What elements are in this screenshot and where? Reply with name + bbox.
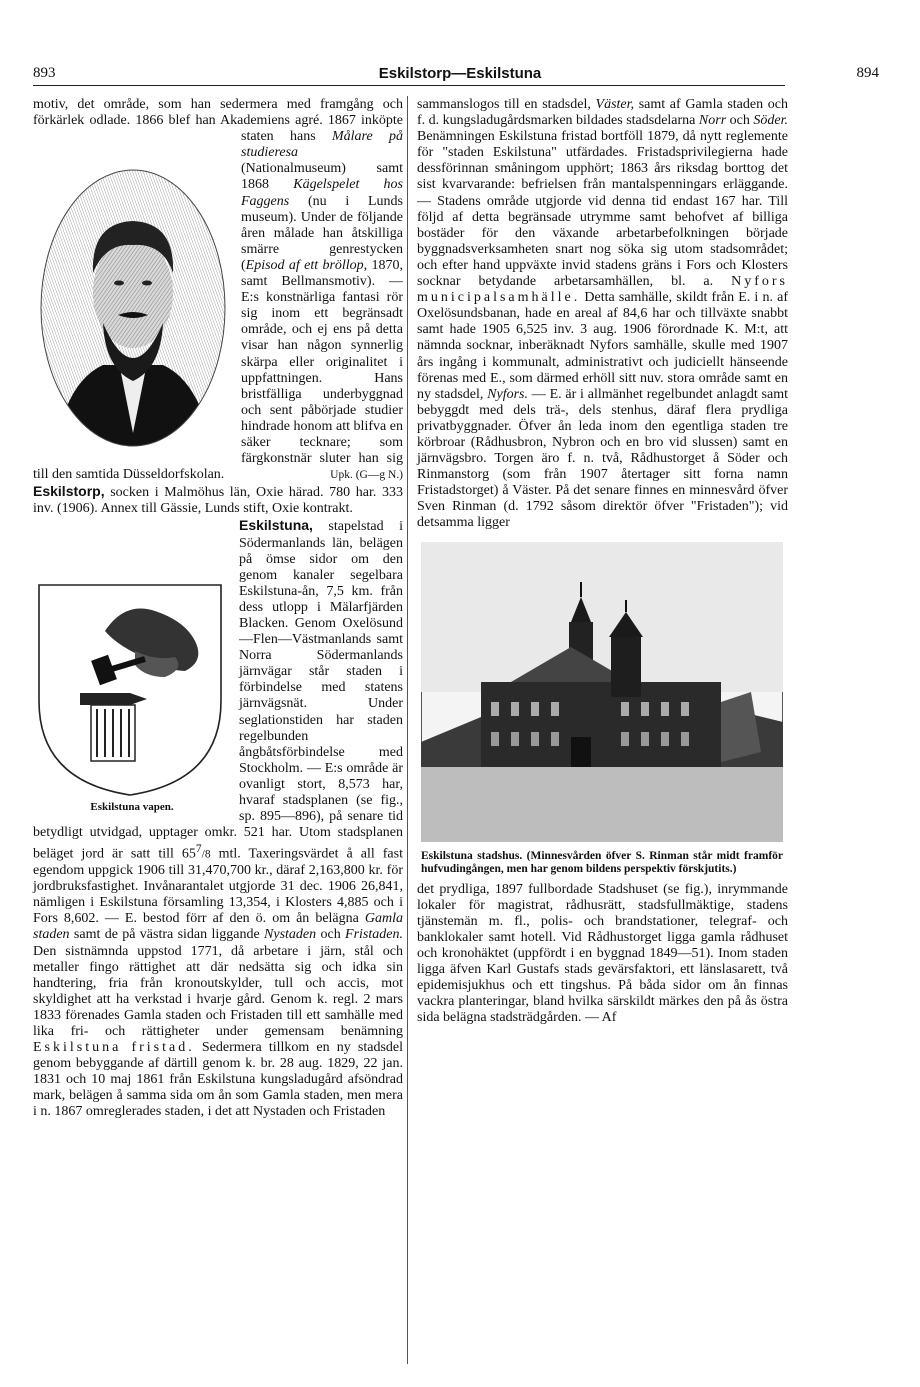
page-number-left: 893	[33, 65, 56, 81]
right-column	[417, 97, 788, 1026]
column-divider	[407, 96, 408, 1364]
paragraph-right-1: sammanslogos till en stadsdel, Väster, samt af Gamla staden och f. d. kungsladugårdsmarken bildades stadsdelarna Norr och Söder. Benämningen Eskilstuna fristad bortföll 1879, då nytt reglemente för "staden Eskilstuna" utfärdades. Fristadsprivilegierna hade dessförinnan småningom upphört; 1863 års riksdag borttog det sist kvarvarande: befrielsen från mantalspenningars erläggande. — Stadens område utgjorde vid denna tid endast 167 har. Till följd af detta begränsade utrymme samt behofvet af billiga bostäder för den växande arbetarbefolkningen började byggnadsverksamheten snart nog söka sig utom stadsområdet; och efter hand uppväxte invid stadens gräns i Fors och Klosters socknar betydande arbetarsamhällen, bl. a. Nyfors municipalsamhälle. Detta samhälle, skildt från E. i n. af Oxelösundsbanan, hade en areal af 84,6 har och tillväxte snabbt samt hade 1905 6,525 inv. 3 aug. 1906 förordnade K. M:t, att nämnda socknar, inberäknadt Nyfors samhälle, skulle med 1907 års ingång i kommunalt, administrativt och judiciellt hänseende förenas med E., som därmed erhöll sitt nuv. stora område samt en ny stadsdel, Nyfors. — E. är i allmänhet regelbundet anlagdt samt bebyggdt med dels trä-, dels stenhus, däraf flera prydliga privatbyggnader. Öfver ån leda inom den egentliga staden tre körbroar (Rådhusbron, Nybron och en bro vid slussen) samt en järnvägsbro. Torgen äro f. n. två, Rådhustorget å Söder och Rinmanstorg (som från 1907 återtager sitt forna namn Fristadstorget) å Väster. På det senare finnes en minnesvård öfver Sven Rinman (d. 1792 såsom direktör öfver "Fristaden"); vid detsamma ligger	[417, 97, 789, 531]
left-column-body	[33, 97, 403, 1121]
paragraph-eskilstuna: Eskilstuna, Eskilstuna vapen. stapelstad i Södermanlands län, belägen på ömse sidor om den genom kanaler segelbara Eskilstuna-ån, 7,5 km. från dess utlopp i Mälarfjärden Blacken. Genom Oxelösund—Flen—Västmanlands samt Norra Södermanlands järnvägar står staden i förbindelse med statens järnvägsnät. Under seglationstiden har staden regelbunden ångbåtsförbindelse med Stockholm. — E:s område är ovanligt stort, 8,573 har, hvaraf stadsplanen (se fig., sp. 895—896), på senare tid betydligt utvidgad, upptager omkr. 521 har. Utom stadsplanen beläget jord är satt till $65^7/8$ mtl. Taxeringsvärdet å all fast egendom uppgick 1906 till 31,470,700 kr., däraf 2,163,800 kr. för jordbruksfastighet. Invånarantalet utgjorde 31 dec. 1906 26,841, nämligen i Eskilstuna församling 13,354, i Klosters 4,885 och i Fors 8,602. — E. bestod förr af den ö. om ån belägna Gamla staden samt de på västra sidan liggande Nystaden och Fristaden. Den sistnämnda uppstod 1771, då arbetare i järn, stål och metaller fingo rättighet att där nedsätta sig och idka sin handtering, fria från kronoutskylder, tull och accis, mot skyldighet att ha verkstad i hvarje gård. Genom k. regl. 2 mars 1833 förenades Gamla staden och Fristaden till ett samhälle med lika fri- och rättigheter under gemensam benämning Eskilstuna fristad. Sedermera tillkom en ny stadsdel genom bebyggande af därtill genom k. br. 28 aug. 1829, 22 jan. 1831 och 10 maj 1861 från Eskilstuna kungsladugård afsöndrad mark, belägen å samma sida om ån som Gamla staden, men mera i n. 1867 omreglerades staden, i det att Nystaden och Fristaden	[33, 517, 403, 1120]
coat-of-arms-figure	[33, 581, 231, 815]
entry-headword-eskilstuna: Eskilstuna,	[239, 517, 313, 534]
page-number-right: 894	[856, 65, 879, 81]
town-hall-caption: Eskilstuna stadshus. (Minnesvården öfver S. Rinman står midt framför hufvudingången, men har genom bildens perspektiv förskjutits.)	[421, 849, 783, 875]
town-hall-figure	[421, 542, 783, 876]
paragraph-egron-body: motiv, det område, som han sedermera med framgång och förkärlek odlade. 1866 blef han Akademiens agré. 1867 inköpte staten hans Målare på studieresa (Nationalmuseum) samt 1868 Kägelspelet hos Faggens (nu i Lunds museum). Under de följande åren målade han åtskilliga smärre genrestycken (Episod af ett bröllop, 1870, samt Bellmansmotiv). — E:s konstnärliga fantasi rör sig inom ett begränsadt område, och ej ens på detta visar han någon synnerlig skärpa eller originalitet i uppfattningen. Hans bristfälliga underbyggnad och sent påbörjade studier hindrade honom att blifva en säker tecknare; som färgkonstnär sluter han sig till den samtida Düsseldorfskolan. Upk. (G—g N.)	[33, 97, 404, 483]
coat-of-arms-caption: Eskilstuna vapen.	[90, 801, 174, 814]
portrait-engraving	[33, 133, 233, 459]
author-signature: Upk. (G—g N.)	[330, 469, 403, 482]
town-hall-photo	[421, 542, 783, 842]
running-title: Eskilstorp—Eskilstuna	[378, 65, 542, 82]
coat-of-arms-image	[35, 581, 225, 799]
entry-headword-eskilstorp: Eskilstorp,	[33, 483, 105, 500]
paragraph-right-2: det prydliga, 1897 fullbordade Stadshuset (se fig.), inrymmande lokaler för magistrat, rådhusrätt, stadsfullmäktige, stadens tjänstemän m. fl., polis- och brandstationer, telegraf- och banklokaler samt hotell. Vid Rådhustorget ligga gamla rådhuset och kronohäktet (uppfördt i en byggnad 1849—51). Inom staden ligga äfven Karl Gustafs stads gevärsfaktori, ett länslasarett, två epidemisjukhus och ett tingshus. På båda sidor om ån finnas vackra planteringar, bland hvilka särskildt märkes den på ås östra sida belägna stadsträdgården. — Af	[417, 881, 788, 1026]
header-rule	[33, 85, 785, 86]
paragraph-eskilstorp: Eskilstorp, socken i Malmöhus län, Oxie härad. 780 har. 333 inv. (1906). Annex till Gässie, Lunds stift, Oxie kontrakt.	[33, 483, 403, 517]
